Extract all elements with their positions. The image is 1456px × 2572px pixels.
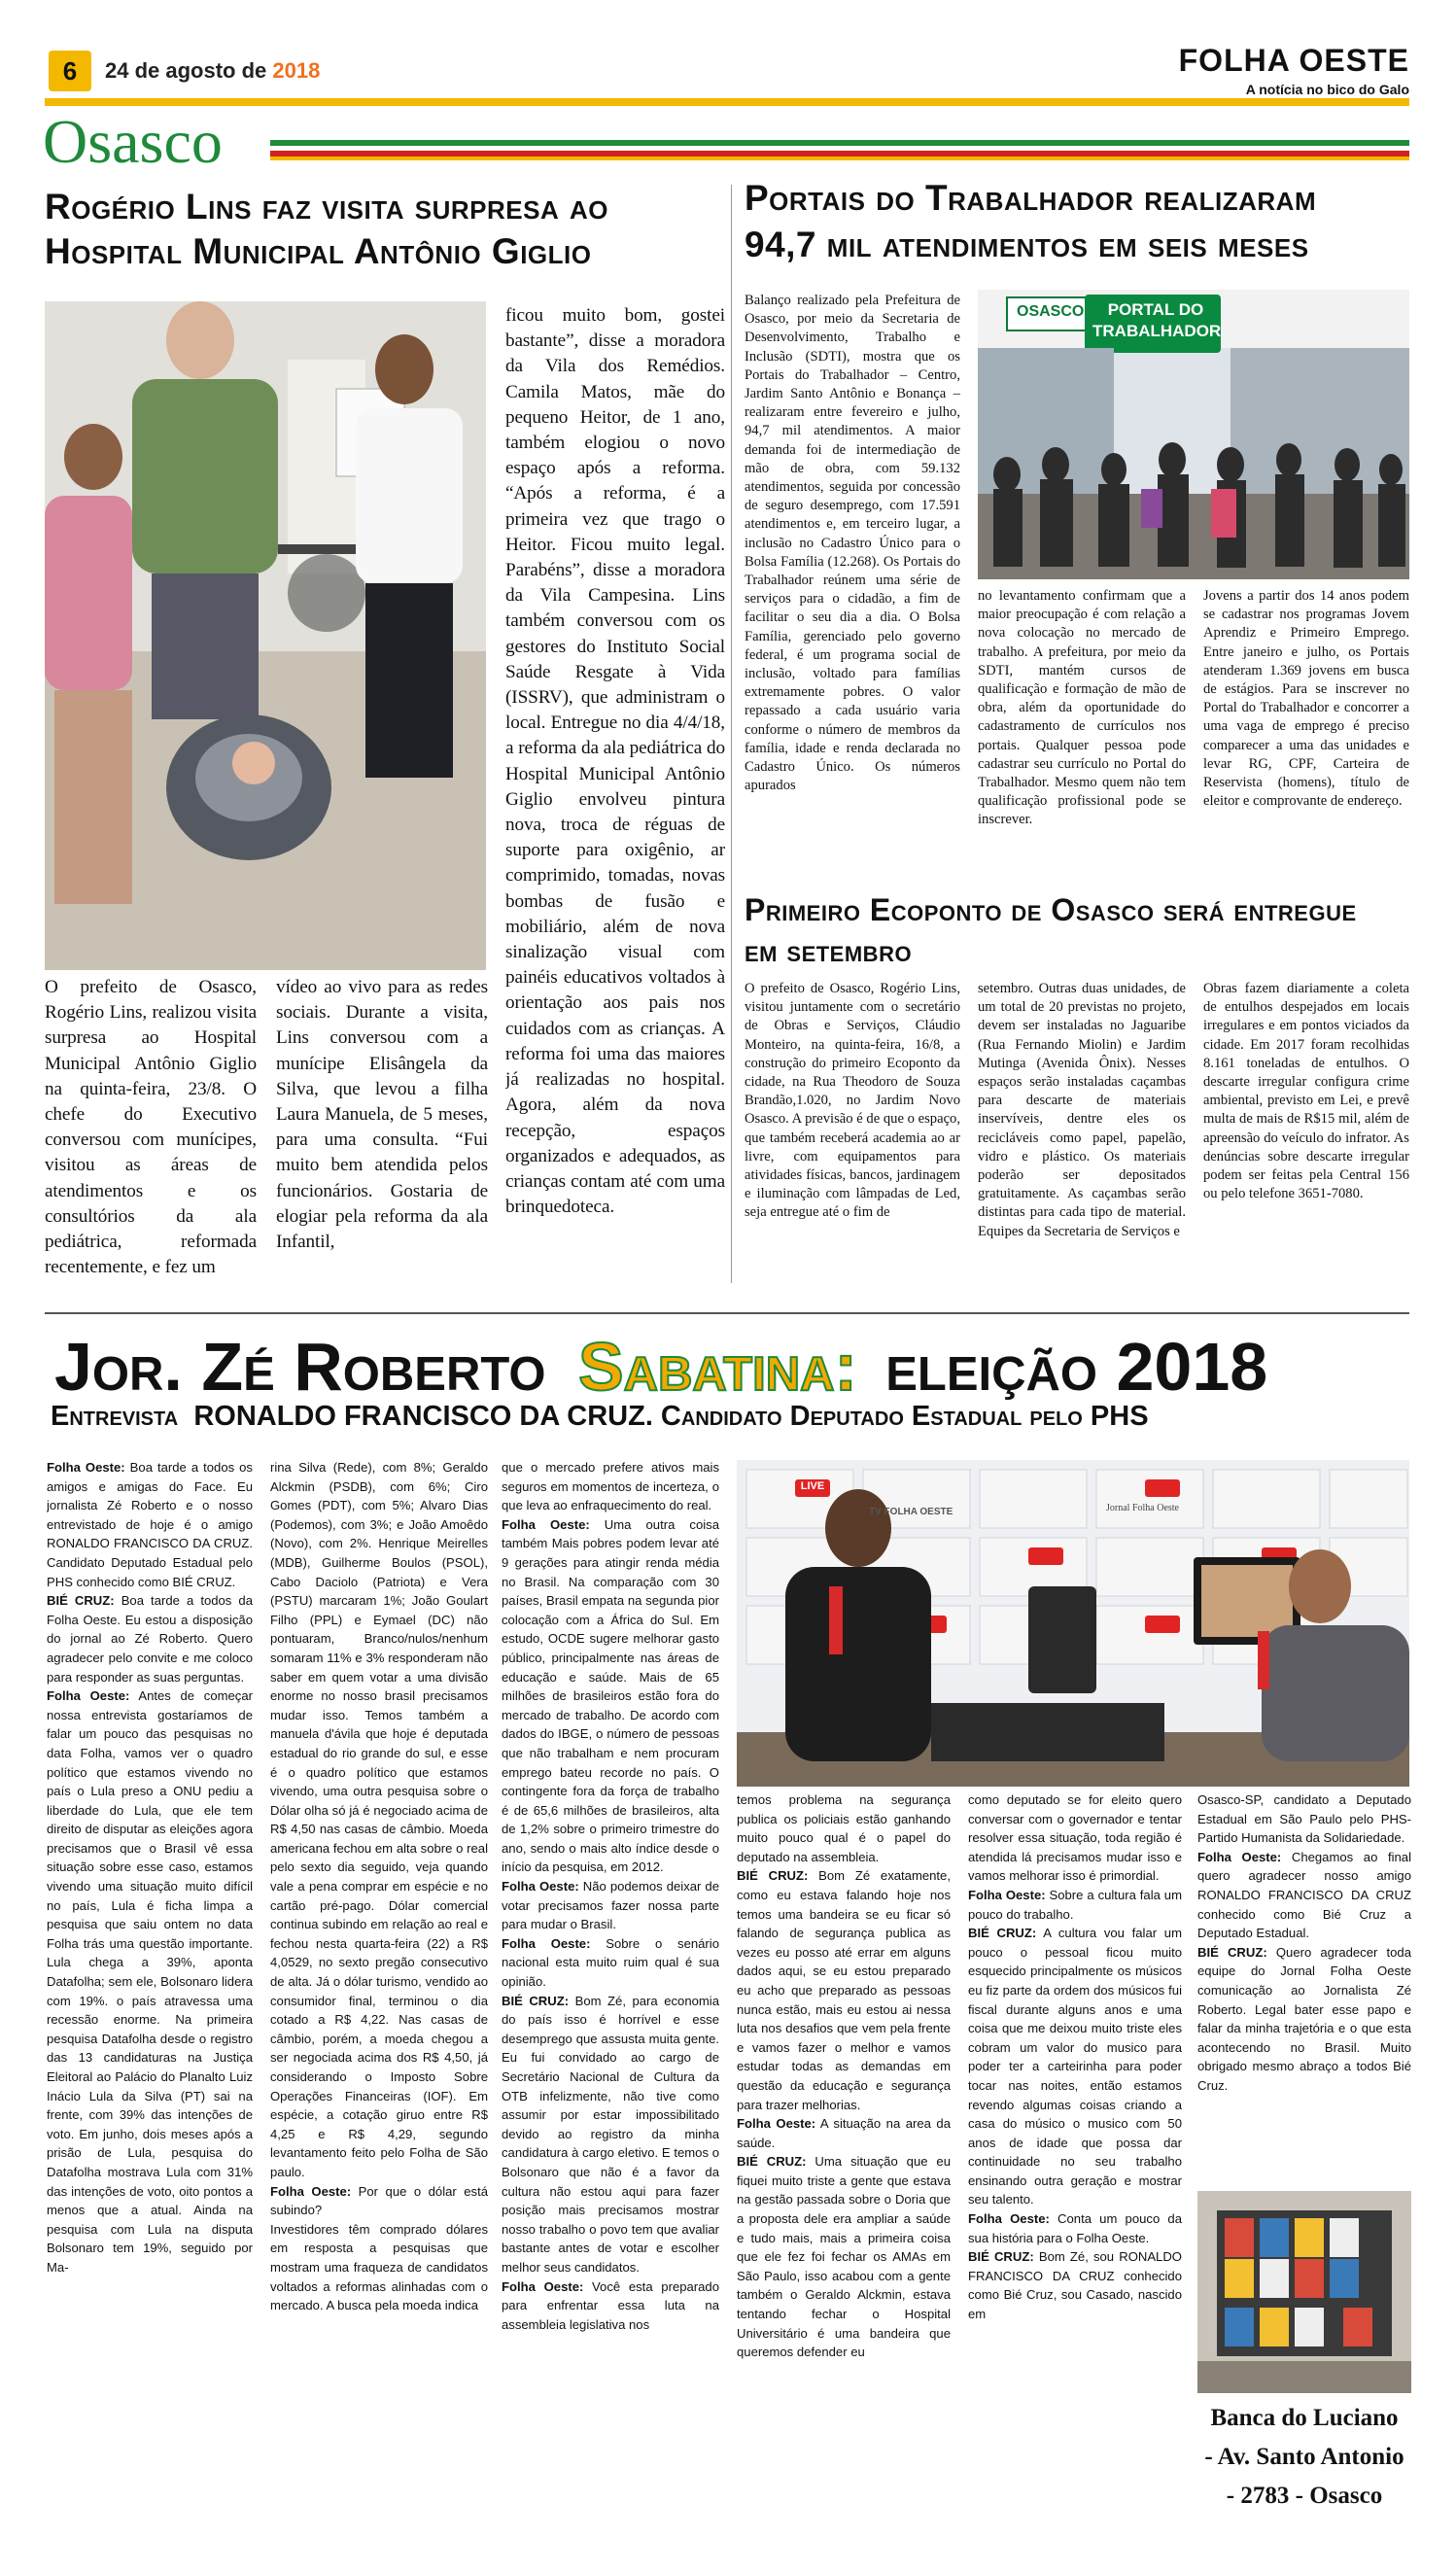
article2-col1: Balanço realizado pela Prefeitura de Osasco, por meio da Secretaria de Desenvolvimento, Trabalho e Inclusão (SDTI), mostra que os Portais do Trabalhador – Centro, Jardim Santo Antônio e Bonança – realizaram entre fevereiro e julho, 94,7 mil atendimentos. A maior demanda foi de intermediação de mão de obra, com 59.132 atendimentos, seguida por concessão de seguro desemprego, com 17.591 atendimentos e, em terceiro lugar, a inclusão no Cadastro Único para o Bolsa Família (12.268). Os Portais do Trabalhador reúnem uma série de serviços para o cidadão, a fim de facilitar o seu dia a dia. O Bolsa Família, gerenciado pelo governo federal, é um programa social de inclusão, voltado para famílias extremamente pobres. O valor repassado a cada usuário varia conforme o número de membros da família, idade e renda declarada no Cadastro Único. Os números apurados <box>745 293 960 794</box>
ad-line3: - 2783 - Osasco <box>1226 2483 1383 2509</box>
speaker-label: Folha Oeste: <box>270 2183 352 2199</box>
interview-col3-p2 <box>502 1515 719 1877</box>
paper-name: FOLHA OESTE <box>1178 43 1409 78</box>
flag-stripe-yellow <box>270 156 1409 160</box>
speech-text: Investidores têm comprado dólares em resposta a pesquisas que mostram uma fraqueza de candidatos voltados a reformas alinhadas com o mercado. A busca pela moeda indica <box>270 2221 488 2313</box>
section-divider <box>45 1312 1409 1314</box>
speaker-label: Folha Oeste: <box>737 2116 816 2132</box>
speech-text: Boa tarde a todos da Folha Oeste. Eu estou a disposição do jornal ao Zé Roberto. Quero agradecer pelo convite e me coloco para responder as suas perguntas. <box>47 1593 253 1685</box>
article3-title <box>745 889 1415 971</box>
speaker-label: Folha Oeste: <box>47 1460 125 1475</box>
article3-title-line2: em setembro <box>745 933 913 968</box>
interview-col4-p1 <box>737 1790 951 1866</box>
speech-text: Você esta preparado para enfrentar essa luta na assembleia legislativa nos <box>502 2278 719 2332</box>
issue-date <box>105 58 320 84</box>
portal-sign-line1: PORTAL DO <box>1107 300 1204 319</box>
interview-title-right: eleição 2018 <box>885 1329 1268 1405</box>
interview-col4 <box>737 1790 951 2556</box>
hospital-photo-scene <box>45 301 486 970</box>
speech-text: Sobre o senário nacional esta muito ruim qual é sua opinião. <box>502 1935 719 1990</box>
backdrop-paper-label: Jornal Folha Oeste <box>1106 1503 1179 1513</box>
article3-col3: Obras fazem diariamente a coleta de entulhos despejados em locais irregulares e em pontos viciados da cidade. Em 2017 foram recolhidas 8.161 toneladas de entulhos. O descarte irregular configura crime ambiental, previsto em Lei, e prevê multa de mais de R$15 mil, além de apreensão do veículo do infrator. As denúncias sobre descarte irregular podem ser feitas pela Central 156 ou pelo telefone 3651-7080. <box>1203 981 1409 1202</box>
newsstand-scene <box>1197 2191 1411 2393</box>
interview-col5-p4 <box>968 2209 1182 2247</box>
page-number-badge: 6 <box>49 51 91 91</box>
speech-text: Boa tarde a todos os amigos e amigas do Face. Eu jornalista Zé Roberto e o nosso entrevistado de hoje é o amigo RONALDO FRANCISCO DA CRUZ. Candidato Deputado Estadual pelo PHS conhecido como BIÉ CRUZ. <box>47 1460 253 1589</box>
portal-sign-line2: TRABALHADOR <box>1092 322 1222 340</box>
speech-text: como deputado se for eleito quero conversar com o governador e tentar resolver essa situação, toda região é atendida lá precisamos mudar isso e vamos melhorar isso é primordial. <box>968 1792 1182 1884</box>
hospital-visit-photo <box>45 301 486 970</box>
speaker-label: BIÉ CRUZ: <box>1197 1944 1267 1960</box>
article1-col3: ficou muito bom, gostei bastante”, disse a moradora da Vila dos Remédios. Camila Matos, mãe do pequeno Heitor, de 1 ano, também elogiou o novo espaço após a reforma. “Após a reforma, é a primeira vez que trago o Heitor. Ficou muito legal. Parabéns”, disse a moradora da Vila Campesina. Lins também conversou com os gestores do Instituto Social Saúde Resgate à Vida (ISSRV), que administram o local. Entregue no dia 4/4/18, a reforma da ala pediátrica do Hospital Municipal Antônio Giglio envolveu pintura nova, troca de réguas de suporte para oxigênio, ar comprimido, tomadas, novas bombas de fusão e mobiliário, além de nova sinalização visual com painéis educativos voltados à orientação aos pais nos cuidados com as crianças. A reforma foi uma das maiores já realizadas no hospital. Agora, além da nova recepção, espaços organizados e adequados, as crianças contam até com uma brinquedoteca. <box>505 305 725 1218</box>
paper-tagline: A notícia no bico do Galo <box>1245 82 1409 97</box>
speech-text: temos problema na segurança publica os policiais estão ganhando muito pouco qual é o papel do deputado na assembleia. <box>737 1792 951 1864</box>
date-year: 2018 <box>272 58 321 83</box>
live-badge: LIVE <box>800 1480 825 1492</box>
interview-col4-p3 <box>737 2114 951 2152</box>
speech-text: Antes de começar nossa entrevista gostaríamos de falar um pouco das pesquisas no data Folha, vamos ver o quadro político que estamos vivendo no país o Lula preso a ONU pediu a liberdade do Lula, que ele tem direito de disputar as eleições agora precisamos que o Brasil vê essa situação sobre esse caso, estamos vivendo uma situação muito difícil no país, Lula é ficha limpa a pesquisa que saiu ontem no data Folha trás uma questão importante. Lula chega a 39%, aponta Datafolha; sem ele, Bolsonaro lidera com 19%. o país atravessa uma recessão enorme. Na primeira pesquisa Datafolha desde o registro das 13 candidaturas na Justiça Eleitoral ao Palácio do Planalto Luiz Inácio Lula da Silva (PT) sai na frente, com 39% das intenções de voto. Em junho, dois meses após a prisão de Lula, pesquisa do Datafolha mostrava Lula com 31% das intenções de voto, oito pontos a menos que a atual. Ainda na pesquisa com Lula na disputa Bolsonaro tem 19%, seguido por Ma- <box>47 1688 253 2275</box>
interview-col6-p2 <box>1197 1848 1411 1943</box>
interview-col6-p1 <box>1197 1790 1411 1848</box>
article2-col3: Jovens a partir dos 14 anos podem se cadastrar nos programas Jovem Aprendiz e Primeiro Emprego. Entre janeiro e julho, os Portais atenderam 1.369 jovens em busca de estágios. Para se inscrever no Portal do Trabalhador e concorrer a uma vaga de emprego é preciso comparecer a uma das unidades e levar RG, CPF, Carteira de Reservista (homens), título de eleitor e comprovante de endereço. <box>1203 588 1409 810</box>
interview-col3 <box>502 1458 719 2556</box>
speech-text: Bom Zé, sou RONALDO FRANCISCO DA CRUZ conhecido como Bié Cruz, sou Casado, nascido em <box>968 2249 1182 2322</box>
article3-title-line1: Primeiro Ecoponto de Osasco será entregue <box>745 892 1357 927</box>
interview-col3-p6 <box>502 2277 719 2335</box>
interview-col4-p4 <box>737 2152 951 2362</box>
article2-col2: no levantamento confirmam que a maior preocupação é com relação a nova colocação no mercado de trabalho. A prefeitura, por meio da SDTI, mantém cursos de qualificação e formação de mão de obra, além da oportunidade do cadastramento de currículos nos portais. Qualquer pessoa pode cadastrar seu currículo no Portal do Trabalhador. Mesmo quem não tem qualificação profissional pode se inscrever. <box>978 588 1186 828</box>
speech-text: Uma outra coisa também Mais pobres podem levar até 9 gerações para atingir renda média no Brasil. Na comparação com 30 países, Brasil empata na segunda pior colocação com a África do Sul. Em estudo, OCDE sugere melhorar gasto público, principalmente nas áreas de educação e saúde. Mais de 65 milhões de brasileiros estão fora do mercado de trabalho. De acordo com dados do IBGE, o número de pessoas que não trabalham e nem procuram emprego bateu recorde no país. O contingente fora da força de trabalho é de 65,6 milhões de brasileiros, alta de 1,2% sobre o primeiro trimestre do ano, sendo o mais alto índice desde o início da pesquisa, em 2012. <box>502 1516 719 1875</box>
interview-col3-p4 <box>502 1934 719 1992</box>
speaker-label: Folha Oeste: <box>968 1887 1046 1902</box>
speaker-label: Folha Oeste: <box>1197 1849 1282 1864</box>
studio-interview-photo <box>737 1460 1409 1787</box>
speech-text: Não podemos deixar de votar precisamos fazer nossa parte para mudar o Brasil. <box>502 1879 719 1932</box>
article1-title <box>45 185 725 274</box>
speech-text: A cultura vou falar um pouco o pessoal ficou muito esquecido principalmente os músicos eu fiz parte da ordem dos músicos fui fiscal durante alguns anos e uma coisa que me deixou muito triste eles cobram um valor do musico para poder ter a carteirinha para poder tocar nas noites, então estamos revendo algumas coisas criando a casa do músico o musico com 50 anos de idade que possa dar continuidade no seu trabalho ensinando outra geração e mostrar seu talento. <box>968 1926 1182 2207</box>
article2-title <box>745 175 1415 268</box>
speech-text: Por que o dólar está subindo? <box>270 2183 488 2218</box>
speech-text: Bom Zé exatamente, como eu estava falando hoje nos temos uma bandeira se eu ficar só falando de segurança publica as vezes eu posso até errar em alguns dados aqui, se eu estou preparado eu acho que preparado as pessoas nunca estão, mais eu estou ai nessa luta nos desafios que vem pela frente e vamos fazer o melhor e vamos estudar todas as demandas em questão da educação e segurança para trazer melhorias. <box>737 1868 951 2112</box>
speech-text: que o mercado prefere ativos mais seguros em momentos de incerteza, o que leva ao enfraquecimento do real. <box>502 1460 719 1513</box>
interview-col3-p5 <box>502 1992 719 2277</box>
interview-col3-p3 <box>502 1877 719 1934</box>
interview-col2 <box>270 1458 488 2556</box>
section-title: Osasco <box>43 107 223 176</box>
interview-col5-p5 <box>968 2247 1182 2323</box>
speaker-label: BIÉ CRUZ: <box>502 1993 570 2008</box>
interview-title-left: Jor. Zé Roberto <box>54 1329 546 1405</box>
speaker-label: Folha Oeste: <box>47 1688 130 1704</box>
interview-col5-p2 <box>968 1886 1182 1924</box>
speaker-label: Folha Oeste: <box>968 2211 1050 2227</box>
interview-col5 <box>968 1790 1182 2556</box>
speaker-label: BIÉ CRUZ: <box>737 1868 809 1884</box>
interview-col3-p1 <box>502 1458 719 1515</box>
speaker-label: BIÉ CRUZ: <box>737 2154 807 2170</box>
speech-text: rina Silva (Rede), com 8%; Geraldo Alckmin (PSDB), com 6%; Ciro Gomes (PDT), com 5%; Alvaro Dias (Podemos), com 3%; e João Amoêdo (Novo), com 2%. Henrique Meirelles (MDB), Guilherme Boulos (PSOL), Cabo Daciolo (Patriota) e Vera (PSTU) marcaram 1%; João Goulart Filho (PPL) e Eymael (DC) não pontuaram, Branco/nulos/nenhum somaram 11% e 3% responderam não saber em quem votar a uma divisão enorme no nosso brasil precisamos mudar isso. Temos também a manuela d'ávila que hoje é deputada estadual do rio grande do sul, e esse é o quadro político que estamos vivendo, uma outra pesquisa sobre o Dólar olha só já é negociado acima de R$ 4,50 nas casas de câmbio. Moeda americana fechou em alta sobre o real pelo sexto dia seguido, veja quando vale a pena comprar em espécie e no cartão pré-pago. Dólar comercial continua subindo em relação ao real e fechou nesta quarta-feira (22) a R$ 4,0529, no sexto pregão consecutivo de alta. Já o dólar turismo, vendido ao consumidor final, terminou o dia cotado a R$ 4,22. Nas casas de câmbio, porém, a moeda chegou a ser negociada acima dos R$ 4,50, já considerando o Imposto Sobre Operações Financeiras (IOF). Em espécie, a cotação giruo entre R$ 4,25 e R$ 4,29, segundo levantamento feito pelo Folha de São paulo. <box>270 1460 488 2179</box>
article1-col1: O prefeito de Osasco, Rogério Lins, realizou visita surpresa ao Hospital Municipal Antônio Giglio na quinta-feira, 23/8. O chefe do Executivo conversou com munícipes, visitou as áreas de atendimentos e os consultórios da ala pediátrica, reformada recentemente, e fez um <box>45 977 257 1278</box>
interview-col1-p3 <box>47 1686 253 2277</box>
interview-title-mid: Sabatina: <box>577 1329 857 1405</box>
backdrop-tv-label: TV FOLHA OESTE <box>869 1507 953 1517</box>
ad-line1: Banca do Luciano <box>1210 2405 1399 2431</box>
interview-col6 <box>1197 1790 1411 2179</box>
speech-text: Quero agradecer toda equipe do Jornal Folha Oeste comunicação ao Jornalista Zé Roberto. Legal bater esse papo e falar da minha trajetória e o que esta acontecendo no Brasil. Muito obrigado mesmo abraço a todos Bié Cruz. <box>1197 1944 1411 2093</box>
interview-col1 <box>47 1458 253 2556</box>
article1-col2: vídeo ao vivo para as redes sociais. Durante a visita, Lins conversou com a munícipe Elisângela da Silva, que levou a filha Laura Manuela, de 5 meses, para uma consulta. “Fui muito bem atendida pelos funcionários. Gostaria de elogiar pela reforma da ala Infantil, <box>276 977 488 1253</box>
speaker-label: Folha Oeste: <box>502 1516 590 1532</box>
header-rule <box>45 98 1409 106</box>
newsstand-ad <box>1190 2399 1419 2516</box>
interview-col5-p3 <box>968 1924 1182 2209</box>
article1-title-line1: Rogério Lins faz visita surpresa ao <box>45 187 609 226</box>
speech-text: Osasco-SP, candidato a Deputado Estadual em São Paulo pelo PHS- Partido Humanista da Solidariedade. <box>1197 1792 1411 1846</box>
speech-text: Chegamos ao final quero agradecer nosso amigo RONALDO FRANCISCO DA CRUZ conhecido como Bié Cruz a Deputado Estadual. <box>1197 1849 1411 1941</box>
portal-trabalhador-photo <box>978 290 1409 579</box>
interview-col4-p2 <box>737 1866 951 2114</box>
speaker-label: Folha Oeste: <box>502 1879 579 1894</box>
article2-title-line1: Portais do Trabalhador realizaram <box>745 178 1317 218</box>
interview-col1-p2 <box>47 1591 253 1686</box>
studio-photo-scene <box>737 1460 1409 1787</box>
speech-text: Bom Zé, para economia do país isso é horrível e esse desemprego que assusta muita gente. Eu fui convidado ao cargo de Secretário Nacional de Cultura da OTB infelizmente, não tive como assumir por estar impossibilitado devido ao registro da minha candidatura à cargo eletivo. E temos o Bolsonaro que não é a favor da cultura não estou aqui para fazer posição mais precisamos mostrar nosso trabalho o povo tem que avaliar bastante antes de votar e escolher melhor seus candidatos. <box>502 1993 719 2275</box>
interview-col2-p3 <box>270 2220 488 2315</box>
speaker-label: BIÉ CRUZ: <box>968 2249 1034 2265</box>
interview-col5-p1 <box>968 1790 1182 1886</box>
newsstand-photo <box>1197 2191 1411 2393</box>
article2-title-line2: 94,7 mil atendimentos em seis meses <box>745 225 1309 264</box>
ad-line2: - Av. Santo Antonio <box>1204 2444 1404 2470</box>
portal-sign-brand: OSASCO <box>1017 303 1085 320</box>
speaker-label: BIÉ CRUZ: <box>968 1926 1037 1941</box>
date-prefix: 24 de agosto de <box>105 58 267 83</box>
speaker-label: Folha Oeste: <box>502 2278 584 2294</box>
speech-text: Sobre a cultura fala um pouco do trabalho. <box>968 1887 1182 1922</box>
interview-col1-p1 <box>47 1458 253 1591</box>
speaker-label: Folha Oeste: <box>502 1935 591 1951</box>
speech-text: A situação na area da saúde. <box>737 2116 951 2150</box>
interview-col2-p1 <box>270 1458 488 2182</box>
interview-col2-p2 <box>270 2182 488 2220</box>
article3-col1: O prefeito de Osasco, Rogério Lins, visitou juntamente com o secretário de Obras e Serviços, Cláudio Monteiro, na quinta-feira, 16/8, a construção do primeiro Ecoponto da cidade, na Rua Theodoro de Souza Brandão,1.020, no Jardim Novo Osasco. A previsão é de que o espaço, que também receberá academia ao ar livre, com equipamentos para atividades físicas, bancos, jardinagem e iluminação com lâmpadas de Led, seja entregue até o fim de <box>745 981 960 1221</box>
article1-title-line2: Hospital Municipal Antônio Giglio <box>45 231 592 271</box>
vertical-divider <box>731 185 732 1283</box>
interview-subtitle: Entrevista RONALDO FRANCISCO DA CRUZ. Candidato Deputado Estadual pelo PHS <box>51 1401 1149 1432</box>
interview-col6-p3 <box>1197 1943 1411 2096</box>
article3-col2: setembro. Outras duas unidades, de um total de 20 previstas no projeto, devem ser instaladas no Jaguaribe (Rua Fernando Miolin) e Jardim Mutinga (Avenida Ônix). Nesses espaços serão instaladas caçambas para descarte de materiais inservíveis, dentre eles os recicláveis como papel, papelão, vidro e plástico. Os materiais poderão ser depositados gratuitamente. As caçambas serão distintas para cada tipo de material. Equipes da Secretaria de Serviços e <box>978 981 1186 1239</box>
speech-text: Uma situação que eu fiquei muito triste a gente que estava na gestão passada sobre o Doria que a proposta dele era ampliar a saúde e tudo mais, mais a primeira coisa que ele fez foi fechar os AMAs em São Paulo, isso acabou com a gente também o Geraldo Alckmin, estava tentando fechar o Hospital Universitário é uma bandeira que queremos defender eu <box>737 2154 951 2360</box>
speaker-label: BIÉ CRUZ: <box>47 1593 115 1609</box>
speech-text: Conta um pouco da sua história para o Folha Oeste. <box>968 2211 1182 2245</box>
portal-sign <box>1092 299 1222 342</box>
